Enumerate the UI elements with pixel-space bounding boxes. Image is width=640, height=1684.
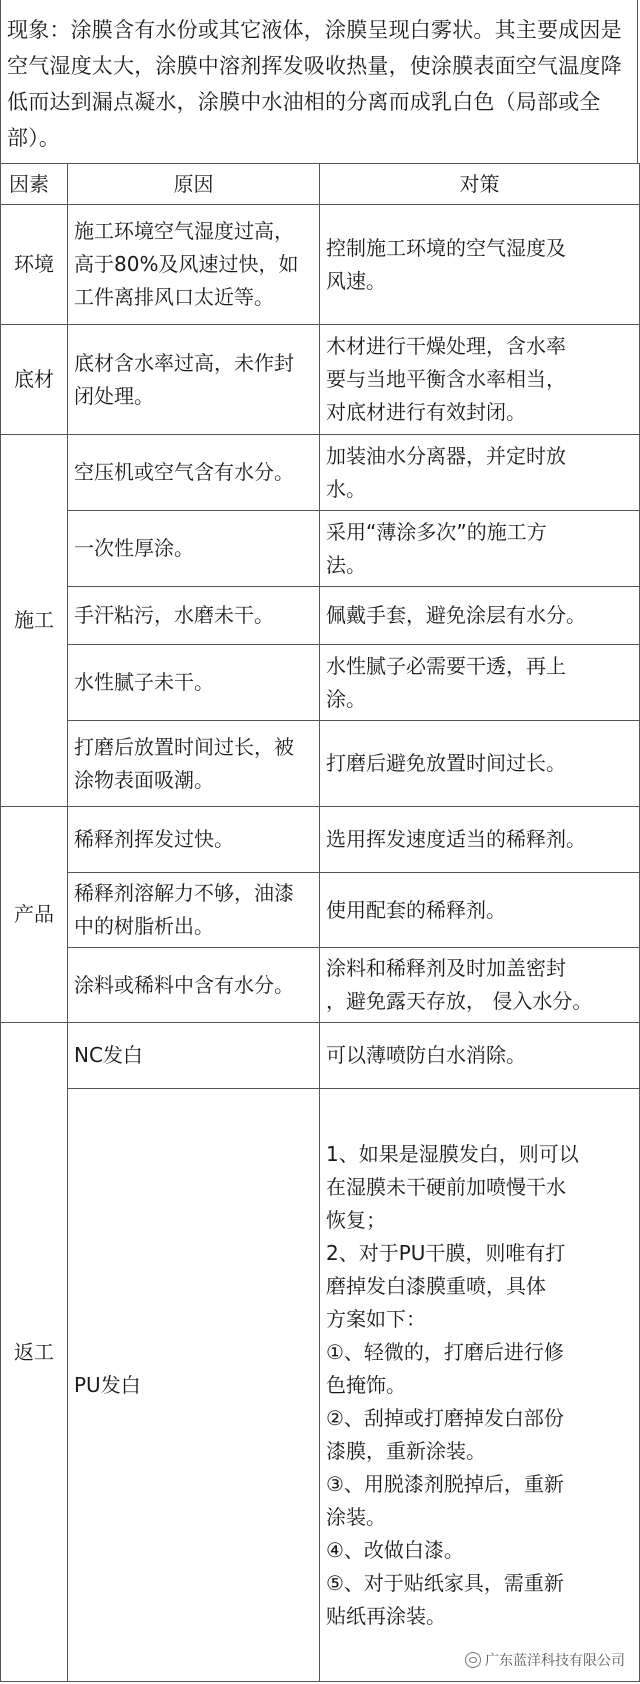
cause-cell: 空压机或空气含有水分。 <box>68 435 320 511</box>
table-row <box>1 325 640 435</box>
remedy-cell: 涂料和稀释剂及时加盖密封 ，避免露天存放， 侵入水分。 <box>320 948 640 1023</box>
intro-text: 现象：涂膜含有水份或其它液体，涂膜呈现白雾状。其主要成因是空气湿度太大，涂膜中溶剂挥发吸收热量，使涂膜表面空气温度降低而达到漏点凝水，涂膜中水油相的分离而成乳白色（局部或全部）。 <box>7 18 622 150</box>
table-row <box>1 511 640 587</box>
header-remedy: 对策 <box>320 164 640 205</box>
table-row <box>1 873 640 948</box>
remedy-cell: 打磨后避免放置时间过长。 <box>320 721 640 807</box>
header-factor: 因素 <box>1 164 68 205</box>
cause-cell: 一次性厚涂。 <box>68 511 320 587</box>
table-row <box>1 807 640 873</box>
factor-rework: 返工 <box>1 1023 68 1682</box>
remedy-cell: 1、如果是湿膜发白，则可以 在湿膜未干硬前加喷慢干水 恢复； 2、对于PU干膜，则唯有打 磨掉发白漆膜重喷，具体 方案如下： ①、轻微的，打磨后进行修 色掩饰。 ②、刮掉或打磨掉发白部份 漆膜，重新涂装。 ③、用脱漆剂脱掉后，重新 涂装。 ④、改做白漆。 ⑤、对于贴纸家具，需重新 贴纸再涂装。 <box>320 1089 640 1682</box>
watermark-text: 广东蓝洋科技有限公司 <box>485 1653 625 1669</box>
table-row <box>1 205 640 325</box>
remedy-cell: 使用配套的稀释剂。 <box>320 873 640 948</box>
remedy-cell: 水性腻子必需要干透，再上 涂。 <box>320 645 640 721</box>
header-cause: 原因 <box>68 164 320 205</box>
remedy-cell: 佩戴手套，避免涂层有水分。 <box>320 587 640 645</box>
remedy-cell: 选用挥发速度适当的稀释剂。 <box>320 807 640 873</box>
causes-remedies-table <box>0 163 640 1682</box>
cause-cell: PU发白 <box>68 1089 320 1682</box>
table-row <box>1 645 640 721</box>
cause-cell: 涂料或稀料中含有水分。 <box>68 948 320 1023</box>
factor-substrate: 底材 <box>1 325 68 435</box>
wechat-icon <box>465 1652 481 1668</box>
factor-construction: 施工 <box>1 435 68 807</box>
watermark <box>462 1650 628 1670</box>
cause-cell: 稀释剂溶解力不够，油漆 中的树脂析出。 <box>68 873 320 948</box>
cause-cell: 打磨后放置时间过长，被 涂物表面吸潮。 <box>68 721 320 807</box>
remedy-cell: 采用“薄涂多次”的施工方 法。 <box>320 511 640 587</box>
remedy-cell: 加装油水分离器，并定时放 水。 <box>320 435 640 511</box>
factor-environment: 环境 <box>1 205 68 325</box>
cause-cell: 手汗粘污，水磨未干。 <box>68 587 320 645</box>
table-row <box>1 587 640 645</box>
cause-cell: NC发白 <box>68 1023 320 1089</box>
cause-cell: 施工环境空气湿度过高， 高于80%及风速过快，如 工件离排风口太近等。 <box>68 205 320 325</box>
table-row <box>1 435 640 511</box>
remedy-cell: 木材进行干燥处理，含水率 要与当地平衡含水率相当， 对底材进行有效封闭。 <box>320 325 640 435</box>
cause-cell: 稀释剂挥发过快。 <box>68 807 320 873</box>
factor-product: 产品 <box>1 807 68 1023</box>
phenomenon-description <box>0 0 638 163</box>
table-row <box>1 721 640 807</box>
remedy-cell: 控制施工环境的空气湿度及 风速。 <box>320 205 640 325</box>
cause-cell: 水性腻子未干。 <box>68 645 320 721</box>
cause-cell: 底材含水率过高，未作封 闭处理。 <box>68 325 320 435</box>
table-row <box>1 948 640 1023</box>
remedy-cell: 可以薄喷防白水消除。 <box>320 1023 640 1089</box>
table-row <box>1 1089 640 1682</box>
table-row <box>1 1023 640 1089</box>
table-header-row <box>1 164 640 205</box>
